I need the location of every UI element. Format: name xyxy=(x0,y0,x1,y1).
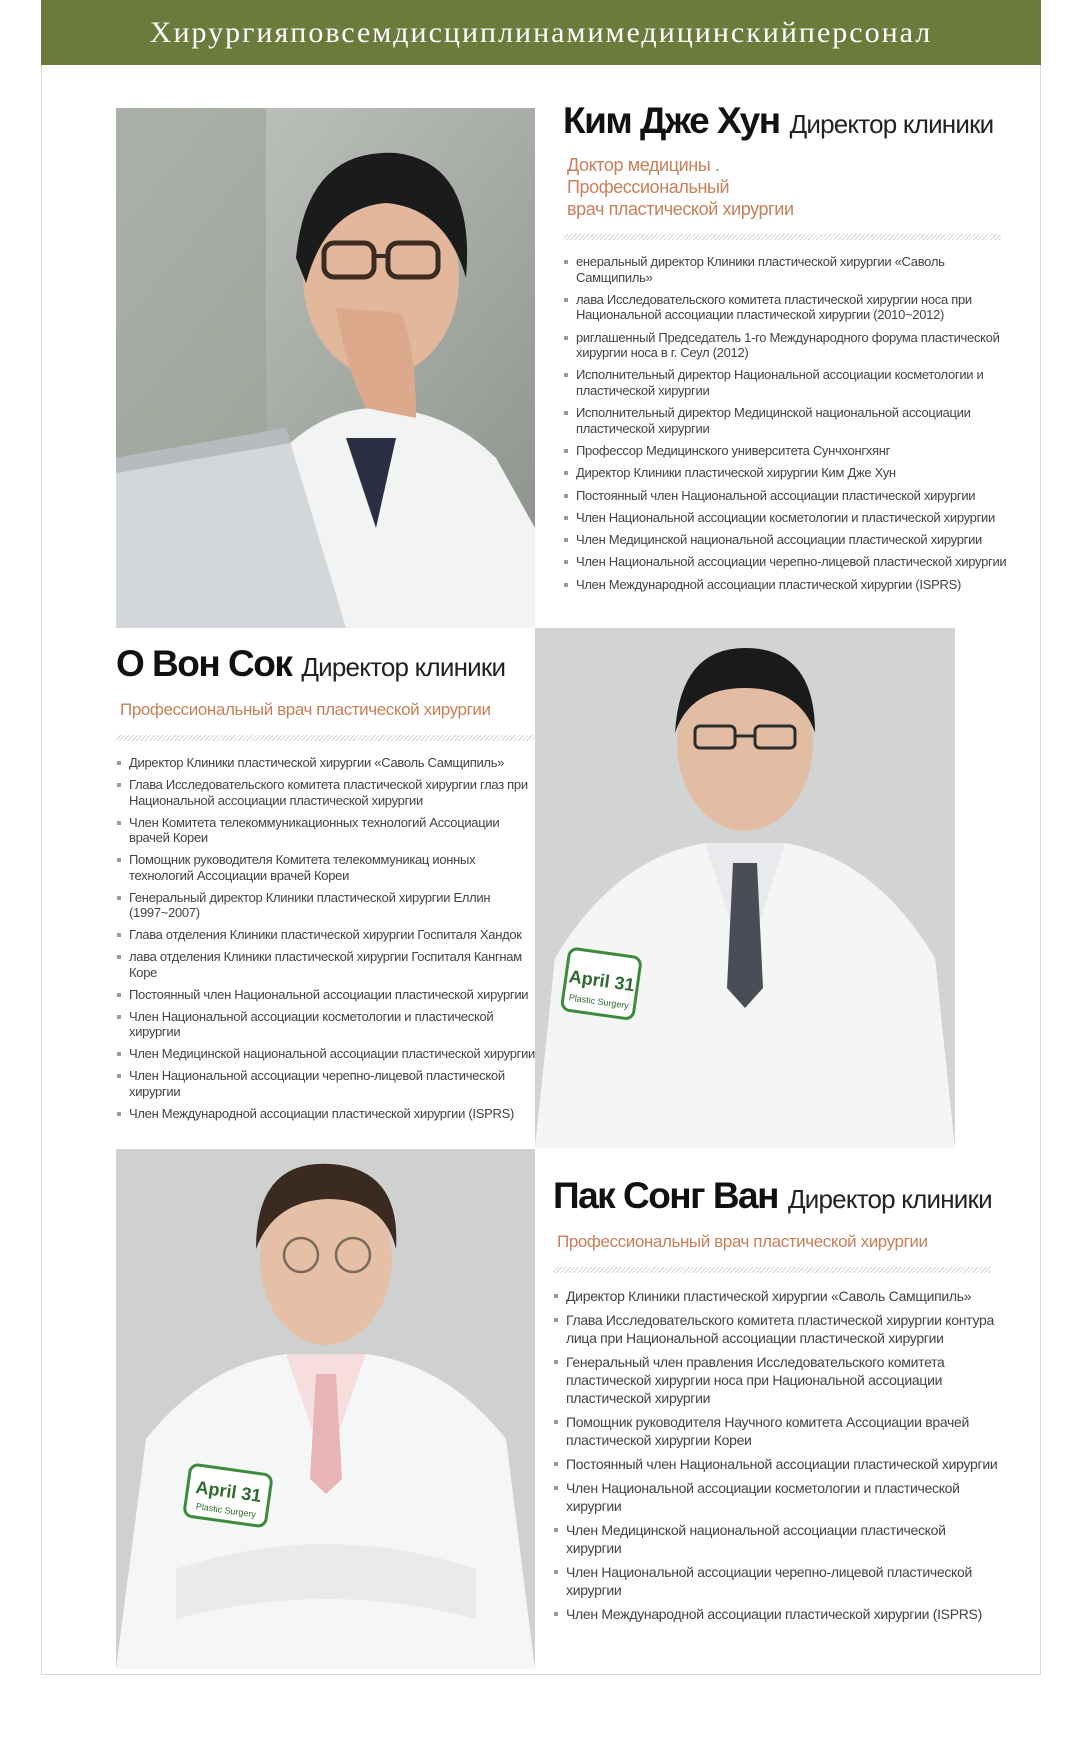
doctor-role: Директор клиники xyxy=(301,652,506,682)
doctor-heading xyxy=(553,1175,1003,1217)
doctor-name: О Вон Сок xyxy=(116,643,292,684)
doctor-heading xyxy=(116,643,536,685)
doctor-card-kim xyxy=(563,100,1023,599)
doctor-card-park xyxy=(553,1175,1003,1629)
doctor-subtitle xyxy=(553,1231,1003,1253)
credentials-list xyxy=(563,254,1023,592)
credential-item: Член Медицинской национальной ассоциации пластической хирургии xyxy=(553,1521,1003,1557)
subtitle-line: Профессиональный врач пластической хирургии xyxy=(557,1232,928,1251)
credential-item: Директор Клиники пластической хирургии «Саволь Самщипиль» xyxy=(116,755,536,771)
hatched-divider xyxy=(553,1267,991,1273)
doctor-photo-park xyxy=(116,1149,535,1669)
page-header xyxy=(41,0,1041,65)
credential-item: Член Международной ассоциации пластической хирургии (ISPRS) xyxy=(563,577,1023,593)
credentials-list xyxy=(553,1287,1003,1623)
credential-item: Постоянный член Национальной ассоциации пластической хирургии xyxy=(563,488,1023,504)
credential-item: лава отделения Клиники пластической хирургии Госпиталя Кангнам Коре xyxy=(116,949,536,980)
credential-item: енеральный директор Клиники пластической хирургии «Саволь Самщипиль» xyxy=(563,254,1023,285)
credential-item: Член Медицинской национальной ассоциации пластической хирургии xyxy=(563,532,1023,548)
page-title: Хирургияповсемдисциплинамимедицинскийперсонал xyxy=(149,15,933,49)
hatched-divider xyxy=(563,234,1001,240)
doctor-card-oh xyxy=(116,643,536,1128)
credential-item: Член Медицинской национальной ассоциации пластической хирургии xyxy=(116,1046,536,1062)
doctor-photo-kim xyxy=(116,108,535,628)
credential-item: Директор Клиники пластической хирургии «Саволь Самщипиль» xyxy=(553,1287,1003,1305)
credential-item: Генеральный член правления Исследовательского комитета пластической хирургии носа при Национальной ассоциации пластической хирургии xyxy=(553,1353,1003,1407)
credential-item: Помощник руководителя Комитета телекоммуникац ионных технологий Ассоциации врачей Кореи xyxy=(116,852,536,883)
credential-item: Генеральный директор Клиники пластической хирургии Еллин (1997~2007) xyxy=(116,890,536,921)
subtitle-line: врач пластической хирургии xyxy=(567,199,794,219)
credential-item: Член Национальной ассоциации черепно-лицевой пластической хирургии xyxy=(116,1068,536,1099)
doctor-photo-oh xyxy=(535,628,955,1148)
credential-item: Директор Клиники пластической хирургии Ким Дже Хун xyxy=(563,465,1023,481)
credential-item: Профессор Медицинского университета Сунчхонгхянг xyxy=(563,443,1023,459)
credential-item: Постоянный член Национальной ассоциации пластической хирургии xyxy=(553,1455,1003,1473)
credential-item: Член Национальной ассоциации черепно-лицевой пластической хирургии xyxy=(553,1563,1003,1599)
credential-item: Член Национальной ассоциации косметологии и пластической хирургии xyxy=(553,1479,1003,1515)
doctor-name: Пак Сонг Ван xyxy=(553,1175,778,1216)
credential-item: лава Исследовательского комитета пластической хирургии носа при Национальной ассоциации пластической хирургии (2010~2012) xyxy=(563,292,1023,323)
sleeve-badge-subtext: Plastic Surgery xyxy=(568,992,630,1011)
credential-item: Глава Исследовательского комитета пластической хирургии контура лица при Национальной ассоциации пластической хирургии xyxy=(553,1311,1003,1347)
sleeve-badge-text: April 31 xyxy=(194,1476,263,1506)
credential-item: Член Национальной ассоциации косметологии и пластической хирургии xyxy=(116,1009,536,1040)
credential-item: Глава отделения Клиники пластической хирургии Госпиталя Хандок xyxy=(116,927,536,943)
credential-item: Помощник руководителя Научного комитета Ассоциации врачей пластической хирургии Кореи xyxy=(553,1413,1003,1449)
credential-item: Член Национальной ассоциации косметологии и пластической хирургии xyxy=(563,510,1023,526)
credential-item: Исполнительный директор Национальной ассоциации косметологии и пластической хирургии xyxy=(563,367,1023,398)
credential-item: Член Национальной ассоциации черепно-лицевой пластической хирургии xyxy=(563,554,1023,570)
doctor-heading xyxy=(563,100,1023,142)
credential-item: Исполнительный директор Медицинской национальной ассоциации пластической хирургии xyxy=(563,405,1023,436)
credential-item: Член Комитета телекоммуникационных технологий Ассоциации врачей Кореи xyxy=(116,815,536,846)
subtitle-line: Доктор медицины . xyxy=(567,155,720,175)
doctor-subtitle xyxy=(116,699,536,721)
doctor-role: Директор клиники xyxy=(787,1184,992,1214)
credentials-list xyxy=(116,755,536,1121)
subtitle-line: Профессиональный xyxy=(567,177,730,197)
credential-item: Член Международной ассоциации пластической хирургии (ISPRS) xyxy=(553,1605,1003,1623)
doctor-subtitle xyxy=(563,154,1023,220)
credential-item: Член Международной ассоциации пластической хирургии (ISPRS) xyxy=(116,1106,536,1122)
doctor-role: Директор клиники xyxy=(789,109,994,139)
hatched-divider xyxy=(116,735,536,741)
doctor-name: Ким Дже Хун xyxy=(563,100,780,141)
credential-item: Постоянный член Национальной ассоциации пластической хирургии xyxy=(116,987,536,1003)
sleeve-badge-text: April 31 xyxy=(567,966,636,996)
subtitle-line: Профессиональный врач пластической хирургии xyxy=(120,700,491,719)
credential-item: риглашенный Председатель 1-го Международного форума пластической хирургии носа в г. Сеул (2012) xyxy=(563,330,1023,361)
sleeve-badge-subtext: Plastic Surgery xyxy=(195,1501,257,1520)
credential-item: Глава Исследовательского комитета пластической хирургии глаз при Национальной ассоциации пластической хирургии xyxy=(116,777,536,808)
